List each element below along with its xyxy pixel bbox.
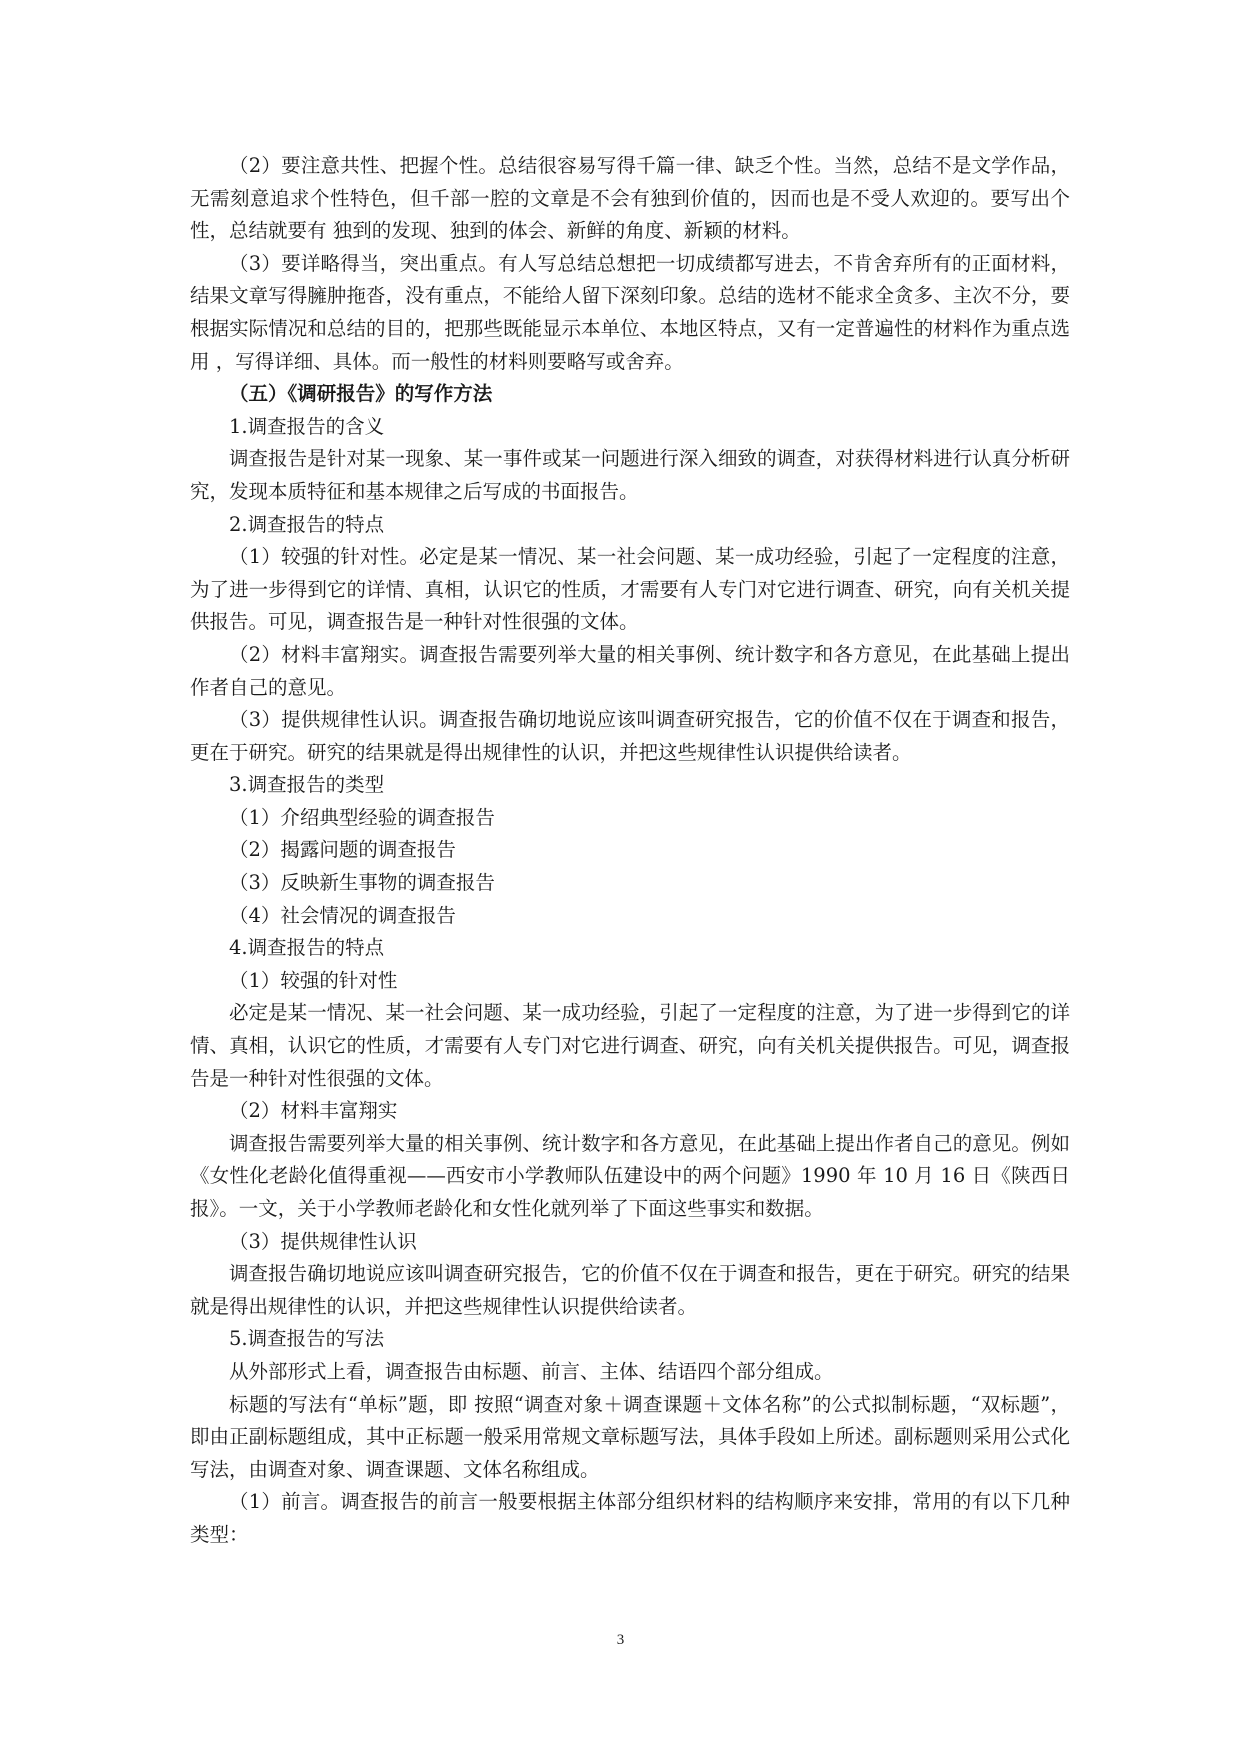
paragraph: （3）提供规律性认识。调查报告确切地说应该叫调查研究报告，它的价值不仅在于调查和报告，更在于研究。研究的结果就是得出规律性的认识，并把这些规律性认识提供给读者。 bbox=[190, 708, 1070, 764]
list-item: （1）介绍典型经验的调查报告 bbox=[229, 805, 495, 829]
page-number: 3 bbox=[616, 1632, 625, 1648]
list-item: （4）社会情况的调查报告 bbox=[229, 903, 456, 927]
document-page bbox=[190, 150, 1070, 1552]
list-item: （1）较强的针对性 bbox=[229, 968, 398, 992]
paragraph: 调查报告确切地说应该叫调查研究报告，它的价值不仅在于调查和报告，更在于研究。研究的结果就是得出规律性的认识，并把这些规律性认识提供给读者。 bbox=[190, 1262, 1070, 1318]
section-heading: （五）《调研报告》的写作方法 bbox=[229, 382, 493, 406]
paragraph: （1）较强的针对性。必定是某一情况、某一社会问题、某一成功经验，引起了一定程度的注意，为了进一步得到它的详情、真相，认识它的性质，才需要有人专门对它进行调查、研究，向有关机关提供报告。可见，调查报告是一种针对性很强的文体。 bbox=[190, 545, 1070, 634]
paragraph: 标题的写法有“单标”题，即 按照“调查对象＋调查课题＋文体名称”的公式拟制标题，“双标题”，即由正副标题组成，其中正标题一般采用常规文章标题写法，具体手段如上所述。副标题则采用公式化写法，由调查对象、调查课题、文体名称组成。 bbox=[190, 1392, 1070, 1481]
subheading: 4.调查报告的特点 bbox=[229, 936, 385, 960]
paragraph: （3）要详略得当，突出重点。有人写总结总想把一切成绩都写进去，不肯舍弃所有的正面材料，结果文章写得臃肿拖沓，没有重点，不能给人留下深刻印象。总结的选材不能求全贪多、主次不分，要根据实际情况和总结的目的，把那些既能显示本单位、本地区特点，又有一定普遍性的材料作为重点选用 ，写得详细、具体。而一般性的材料则要略写或舍弃。 bbox=[190, 251, 1070, 373]
list-item: （2）材料丰富翔实 bbox=[229, 1099, 398, 1123]
list-item: （3）反映新生事物的调查报告 bbox=[229, 871, 495, 895]
paragraph: 调查报告需要列举大量的相关事例、统计数字和各方意见，在此基础上提出作者自己的意见。例如《女性化老龄化值得重视——西安市小学教师队伍建设中的两个问题》1990 年 10 月 16 日《陕西日报》。一文，关于小学教师老龄化和女性化就列举了下面这些事实和数据。 bbox=[190, 1131, 1070, 1220]
subheading: 2.调查报告的特点 bbox=[229, 512, 385, 536]
paragraph: 必定是某一情况、某一社会问题、某一成功经验，引起了一定程度的注意，为了进一步得到它的详情、真相，认识它的性质，才需要有人专门对它进行调查、研究，向有关机关提供报告。可见，调查报告是一种针对性很强的文体。 bbox=[190, 1001, 1070, 1090]
subheading: 5.调查报告的写法 bbox=[229, 1327, 385, 1351]
paragraph: （1）前言。调查报告的前言一般要根据主体部分组织材料的结构顺序来安排，常用的有以下几种类型： bbox=[190, 1490, 1070, 1546]
subheading: 3.调查报告的类型 bbox=[229, 773, 385, 797]
list-item: （2）揭露问题的调查报告 bbox=[229, 838, 456, 862]
paragraph: （2）要注意共性、把握个性。总结很容易写得千篇一律、缺乏个性。当然，总结不是文学作品，无需刻意追求个性特色，但千部一腔的文章是不会有独到价值的，因而也是不受人欢迎的。要写出个性，总结就要有 独到的发现、独到的体会、新鲜的角度、新颖的材料。 bbox=[190, 154, 1070, 243]
subheading: 1.调查报告的含义 bbox=[229, 414, 385, 438]
list-item: （3）提供规律性认识 bbox=[229, 1229, 417, 1253]
paragraph: 调查报告是针对某一现象、某一事件或某一问题进行深入细致的调查，对获得材料进行认真分析研究，发现本质特征和基本规律之后写成的书面报告。 bbox=[190, 447, 1070, 503]
paragraph: （2）材料丰富翔实。调查报告需要列举大量的相关事例、统计数字和各方意见，在此基础上提出作者自己的意见。 bbox=[190, 642, 1070, 699]
paragraph: 从外部形式上看，调查报告由标题、前言、主体、结语四个部分组成。 bbox=[229, 1359, 834, 1383]
